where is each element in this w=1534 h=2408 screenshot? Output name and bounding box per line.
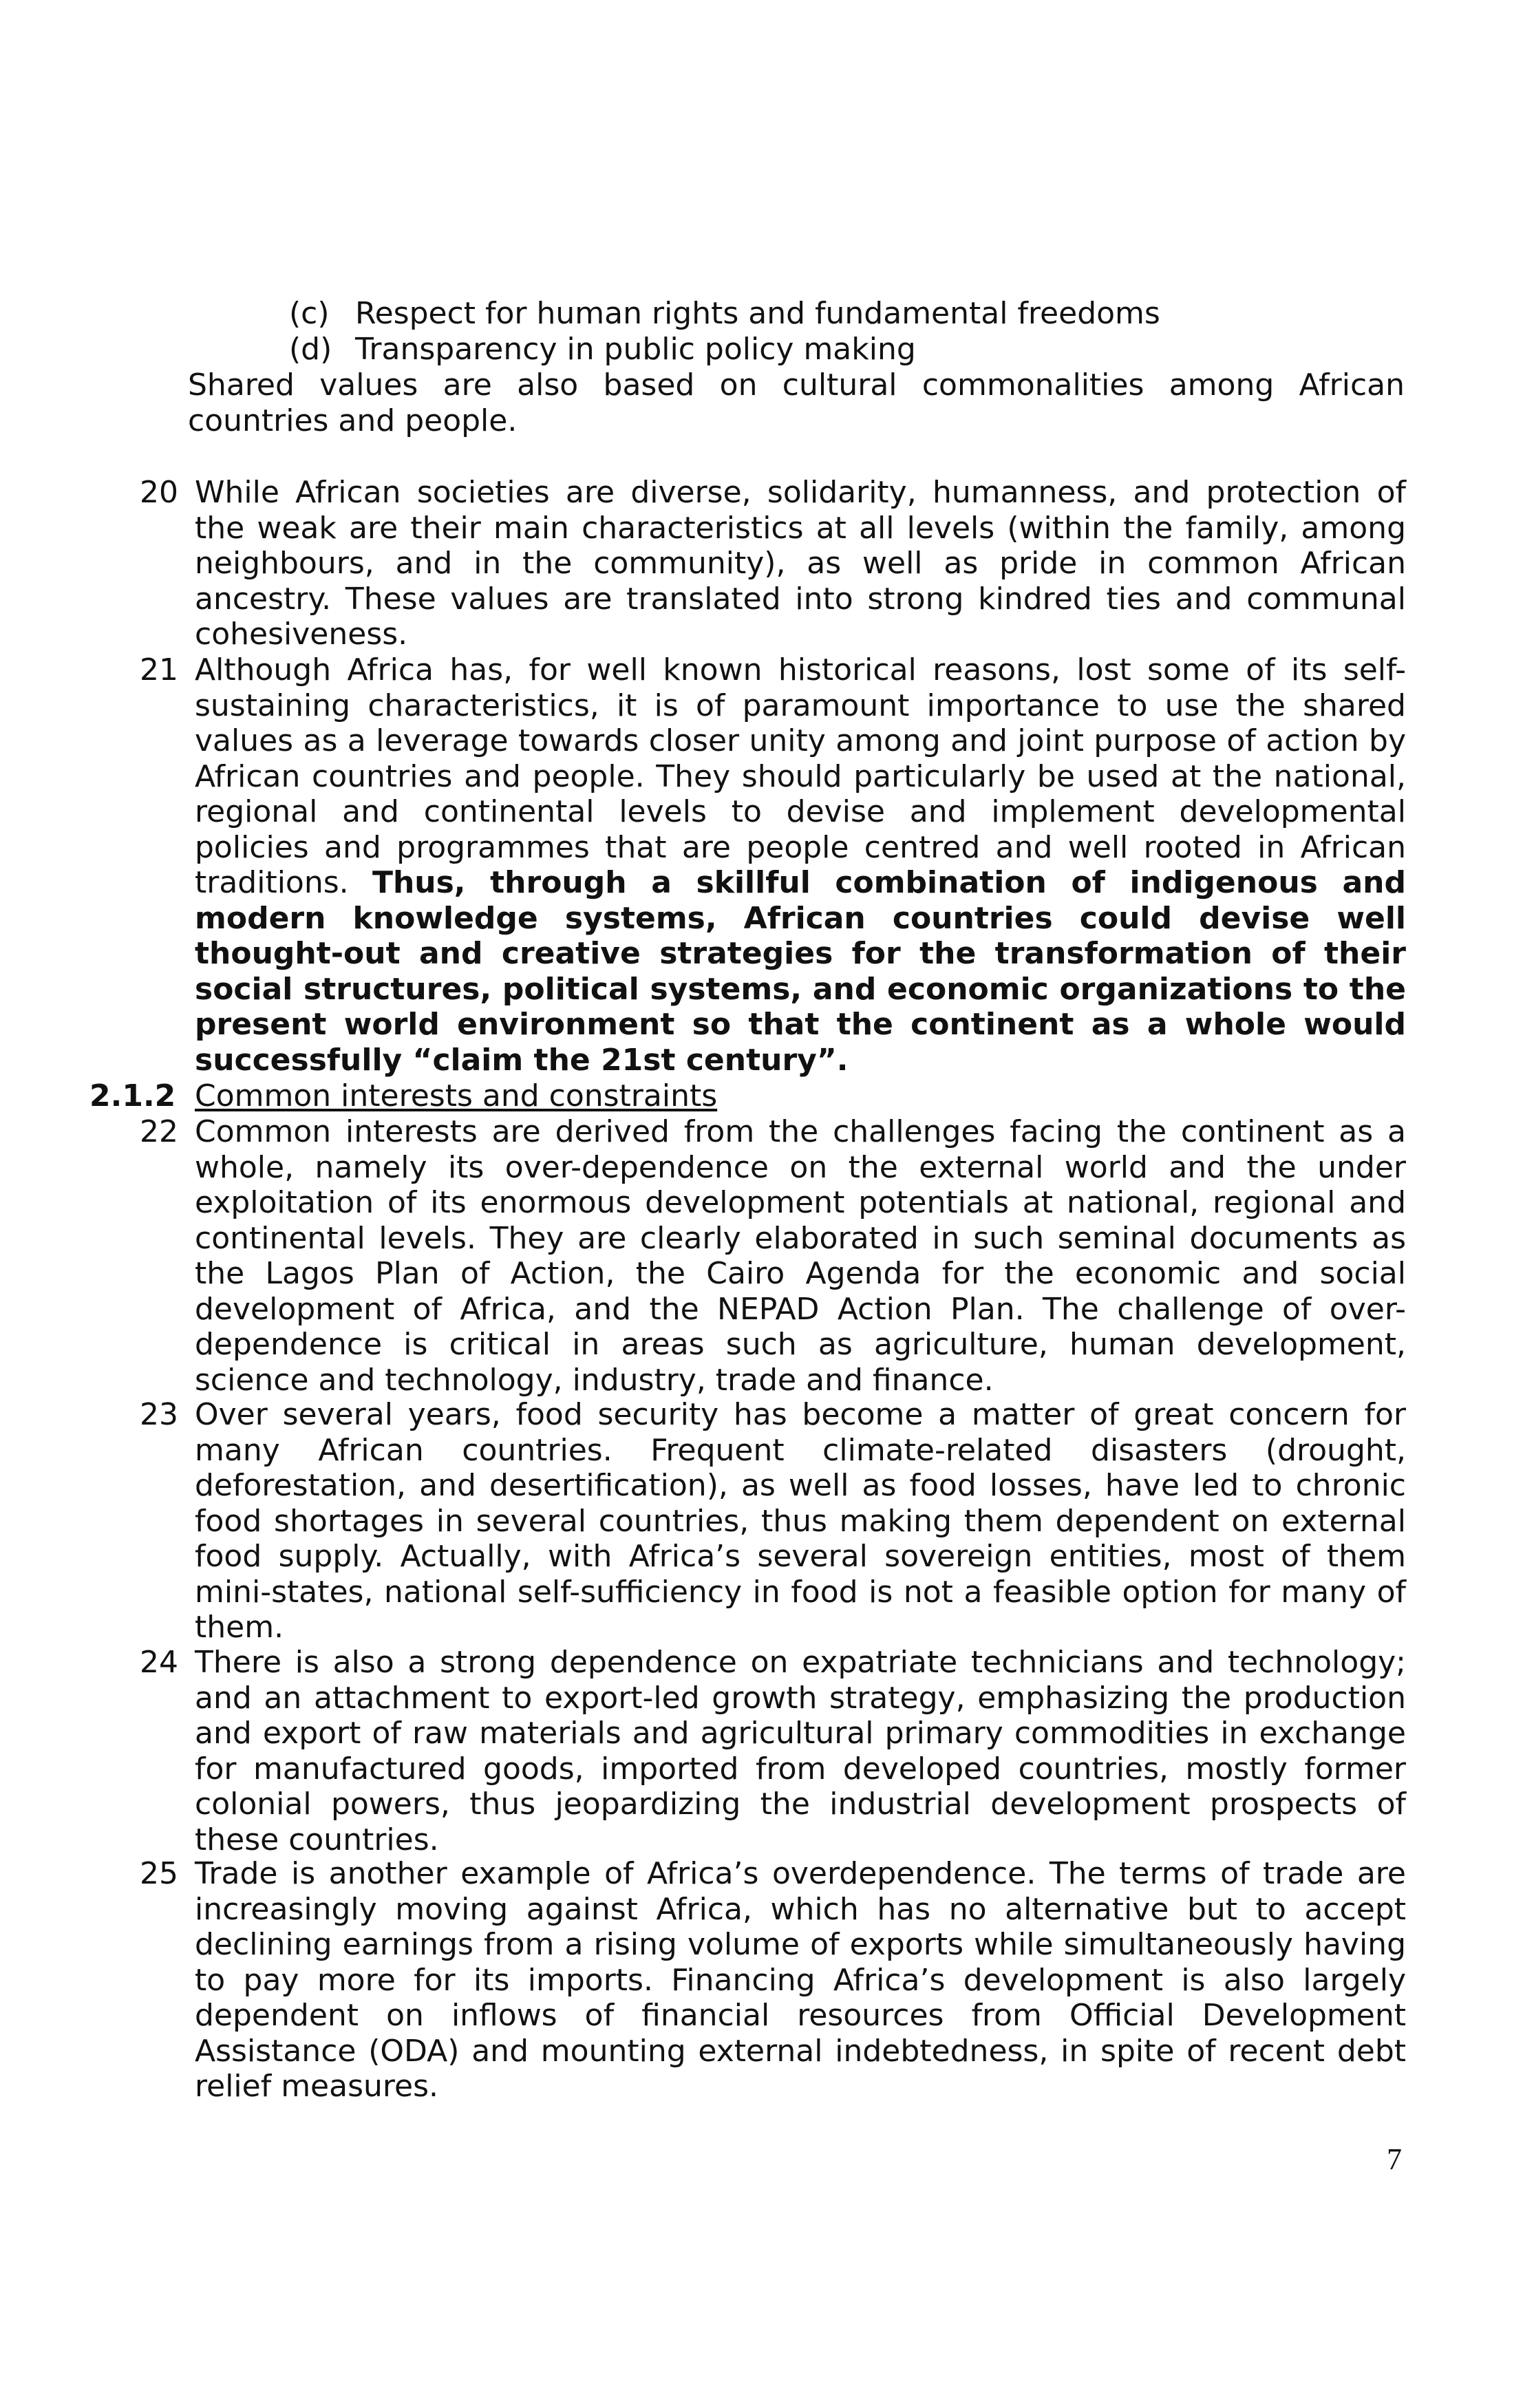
paragraph-text: There is also a strong dependence on expatriate technicians and technology; and an attachment to export-led growth strategy, emphasizing the production and export of raw materials and agricultural primary commodities in exchange for manufactured goods, imported from developed countries, mostly former colonial powers, thus jeopardizing the industrial development prospects of these countries. [195,1645,1406,1857]
paragraph-text: Common interests are derived from the challenges facing the continent as a whole, namely its over-dependence on the external world and the under exploitation of its enormous development potentials at national, regional and continental levels. They are clearly elaborated in such seminal documents as the Lagos Plan of Action, the Cairo Agenda for the economic and social development of Africa, and the NEPAD Action Plan. The challenge of over-dependence is critical in areas such as agriculture, human development, science and technology, industry, trade and finance. [195,1114,1406,1398]
paragraph-text: While African societies are diverse, solidarity, humanness, and protection of the weak are their main characteristics at all levels (within the family, among neighbours, and in the community), as well as pride in common African ancestry. These values are translated into strong kindred ties and communal cohesiveness. [195,475,1406,652]
list-marker: (c) [289,296,330,331]
paragraph-text [195,652,1406,1078]
paragraph-number: 20 [140,475,178,510]
paragraph-text: Trade is another example of Africa’s overdependence. The terms of trade are increasingly moving against Africa, which has no alternative but to accept declining earnings from a rising volume of exports while simultaneously having to pay more for its imports. Financing Africa’s development is also largely dependent on inflows of financial resources from Official Development Assistance (ODA) and mounting external indebtedness, in spite of recent debt relief measures. [195,1856,1406,2104]
paragraph-number: 24 [140,1645,178,1680]
list-item-text: Respect for human rights and fundamental freedoms [355,296,1160,331]
paragraph-number: 22 [140,1114,178,1149]
shared-values-paragraph: Shared values are also based on cultural commonalities among African countries and people. [188,367,1405,438]
paragraph-number: 25 [140,1856,178,1891]
section-title: Common interests and constraints [195,1078,718,1114]
paragraph-number: 23 [140,1397,178,1432]
paragraph-bold-text: Thus, through a skillful combination of indigenous and modern knowledge systems, African countries could devise well thought-out and creative strategies for the transformation of their social structures, political systems, and economic organizations to the present world environment so that the continent as a whole would successfully “claim the 21st century”. [195,865,1406,1078]
list-marker: (d) [289,332,332,367]
list-item-d [289,332,916,367]
list-item-c [289,296,1160,332]
paragraph-plain-text: Although Africa has, for well known historical reasons, lost some of its self-sustaining characteristics, it is of paramount importance to use the shared values as a leverage towards closer unity among and joint purpose of action by African countries and people. They should particularly be used at the national, regional and continental levels to devise and implement developmental policies and programmes that are people centred and well rooted in African traditions. [195,652,1406,900]
section-heading [89,1078,717,1114]
paragraph-number: 21 [140,652,178,688]
paragraph-text: Over several years, food security has become a matter of great concern for many African countries. Frequent climate-related disasters (drought, deforestation, and desertification), as well as food losses, have led to chronic food shortages in several countries, thus making them dependent on external food supply. Actually, with Africa’s several sovereign entities, most of them mini-states, national self-sufficiency in food is not a feasible option for many of them. [195,1397,1406,1645]
section-number: 2.1.2 [89,1078,176,1114]
list-item-text: Transparency in public policy making [355,332,916,367]
page-number: 7 [1387,2142,1402,2176]
